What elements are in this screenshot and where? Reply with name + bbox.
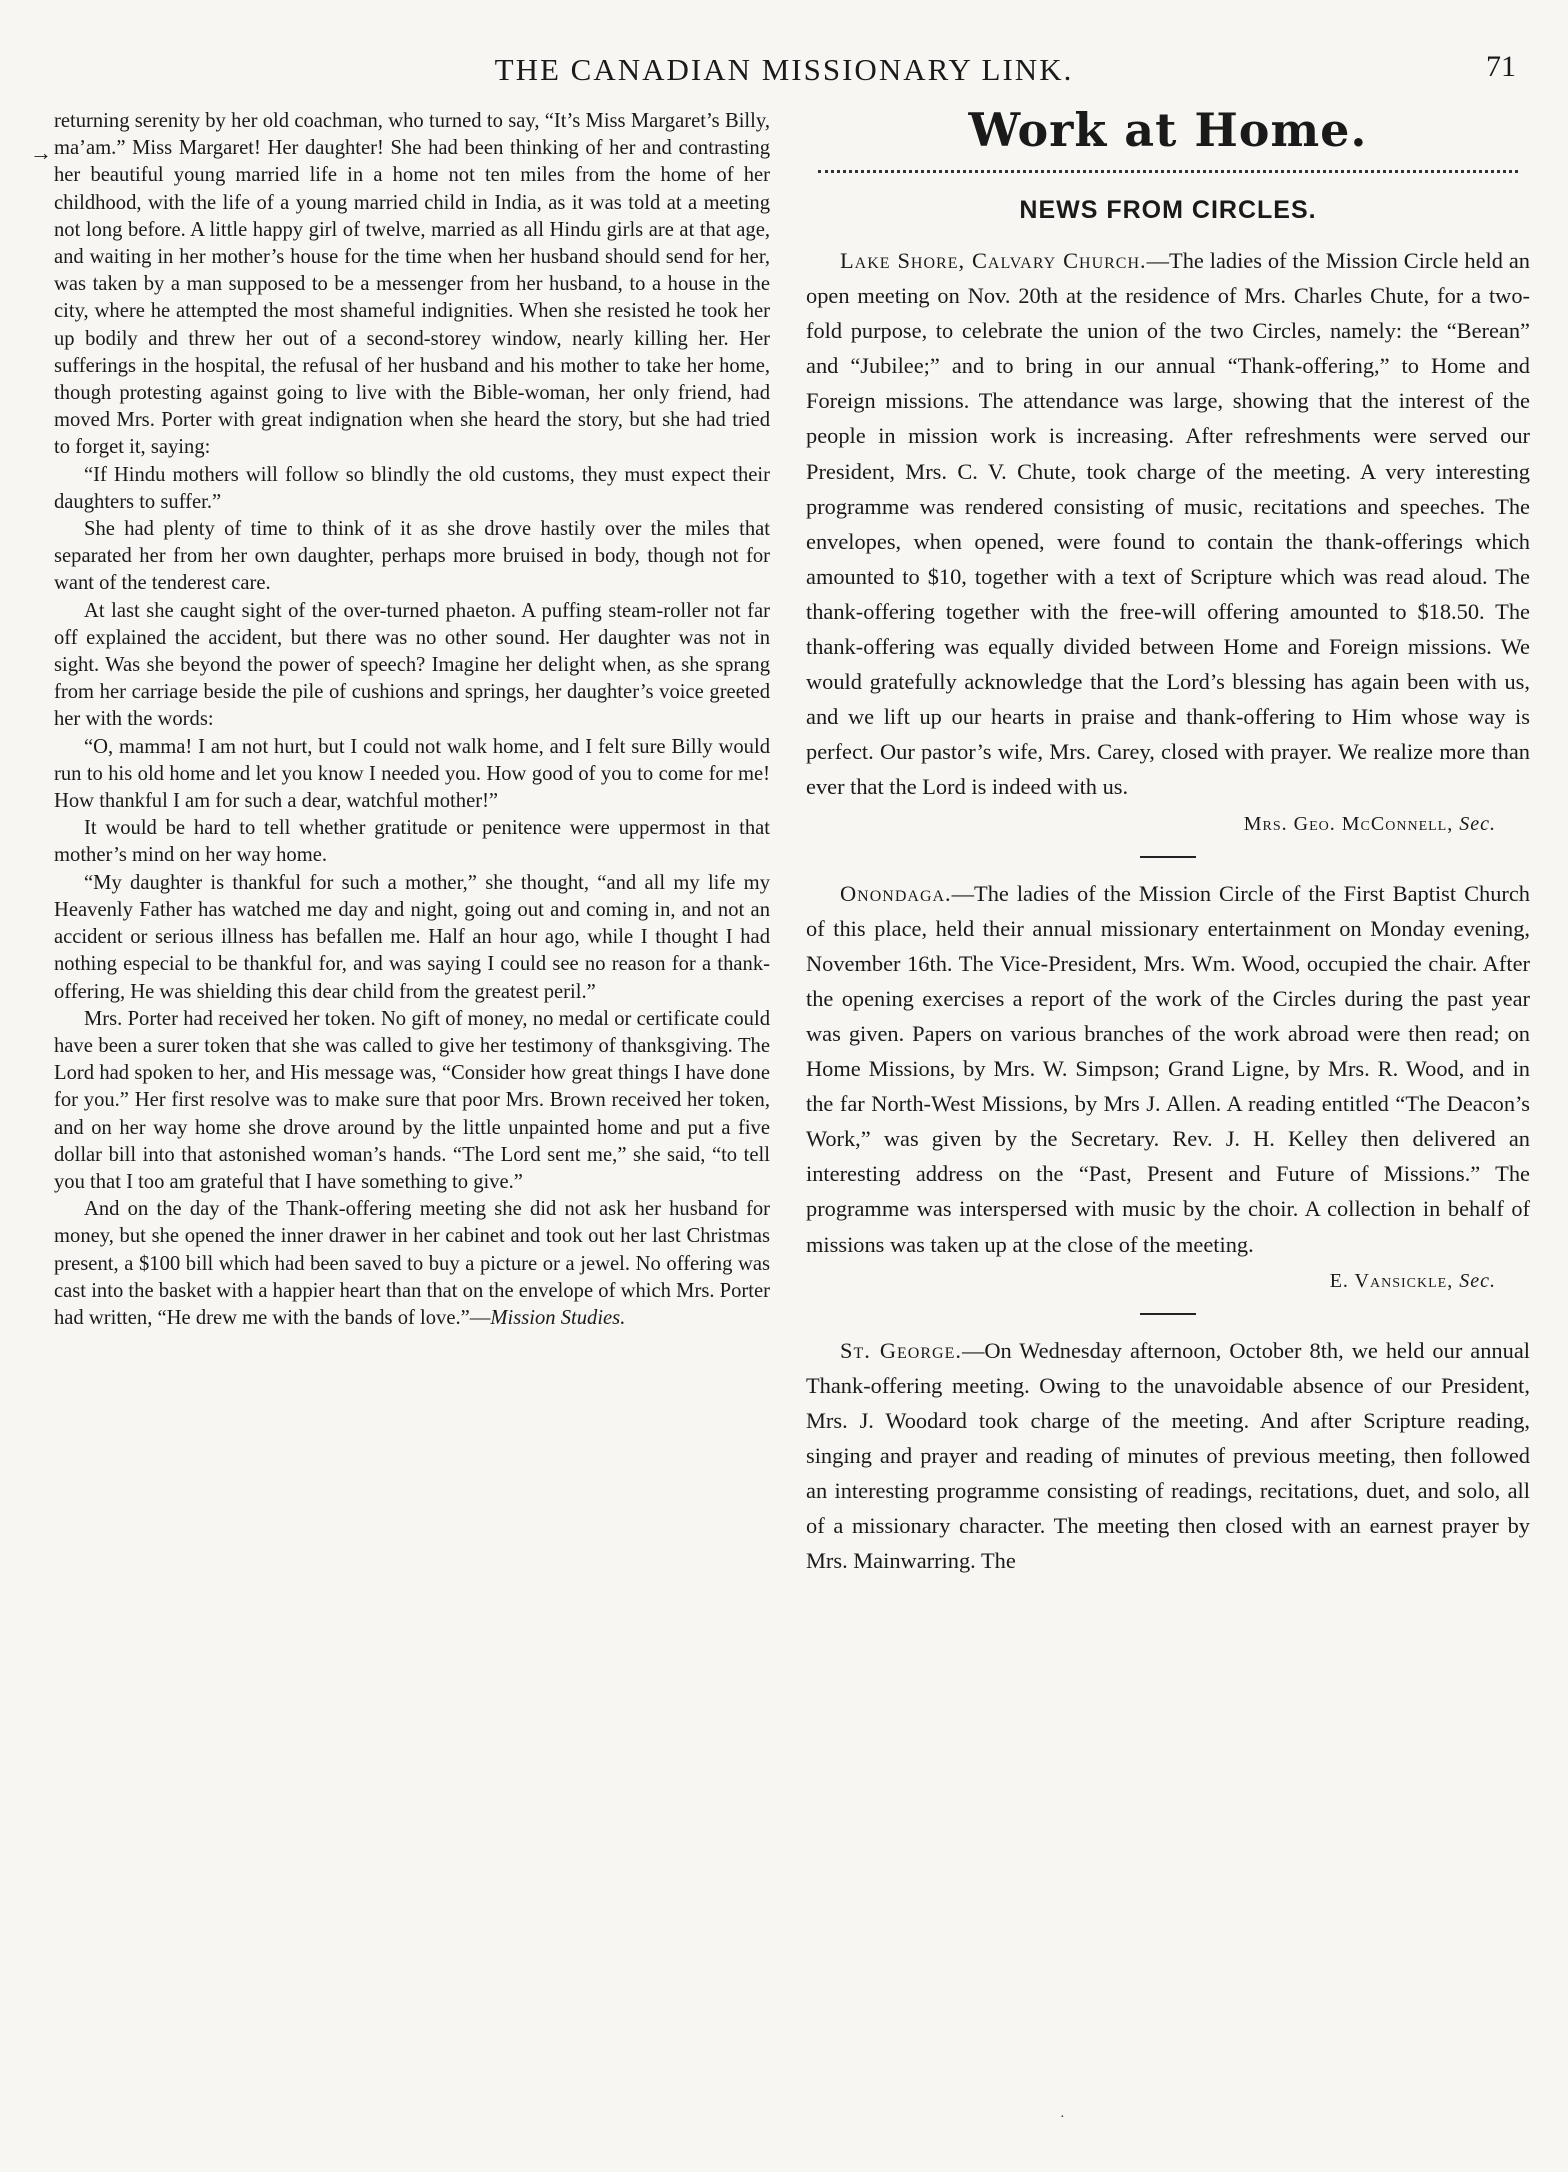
signature-role: Sec. [1459, 1269, 1496, 1292]
story-paragraph: Mrs. Porter had received her token. No gift of money, no medal or certificate could have been a surer token that she was called to give her testimony of thanksgiving. The Lord had spoken to her, and His message was, “Consider how great things I have done for you.” Her first resolve was to make sure that poor Mrs. Brown received her token, and on her way home she drove around by the little unpainted home and put a five dollar bill into that astonished woman’s hands. “The Lord sent me,” she said, “to tell you that I too am grateful that I have something to give.” [54, 1007, 770, 1193]
report-signature [806, 807, 1530, 842]
report-body: —On Wednesday afternoon, October 8th, we held our annual Thank-offering meeting. Owing to the unavoidable absence of our President, Mrs. J. Woodard took charge of the meeting. And after Scripture reading, singing and prayer and reading of minutes of previous meeting, then followed an interesting programme consisting of readings, recitations, duet, and solo, all of a missionary character. The meeting then closed with an earnest prayer by Mrs. Mainwarring. The [806, 1337, 1530, 1574]
circle-report [806, 243, 1530, 805]
report-body: —The ladies of the Mission Circle of the First Baptist Church of this place, held their annual missionary entertainment on Monday evening, November 16th. The Vice-President, Mrs. Wm. Wood, occupied the chair. After the opening exercises a report of the work of the Circles during the past year was given. Papers on various branches of the work abroad were then read; on Home Missions, by Mrs. W. Simpson; Grand Ligne, by Mrs. R. Wood, and in the far North-West Missions, by Mrs J. Allen. A reading entitled “The Deacon’s Work,” was given by the Secretary. Rev. J. H. Kelley then delivered an interesting address on the “Past, Present and Future of Missions.” The programme was interspersed with music by the choir. A collection in behalf of missions was taken up at the close of the meeting. [806, 880, 1530, 1257]
news-subheading: NEWS FROM CIRCLES. [1019, 196, 1317, 224]
circle-report [806, 1333, 1530, 1579]
report-signature [806, 1264, 1530, 1299]
short-divider [1140, 856, 1196, 858]
signature-name: E. Vansickle, [1329, 1269, 1454, 1292]
signature-role: Sec. [1459, 812, 1496, 835]
story-paragraph: “O, mamma! I am not hurt, but I could not walk home, and I felt sure Billy would run to his old home and let you know I needed you. How good of you to come for me! How thankful I am for such a dear, watchful mother!” [54, 735, 770, 813]
story-paragraph-text: And on the day of the Thank-offering meeting she did not ask her husband for money, but she opened the inner drawer in her cabinet and took out her last Christmas present, a $100 bill which had been saved to buy a picture or a jewel. No offering was cast into the basket with a happier heart than that on the envelope of which Mrs. Porter had written, “He drew me with the bands of love.”— [54, 1198, 770, 1329]
story-paragraph: returning serenity by her old coachman, who turned to say, “It’s Miss Margaret’s Billy, ma’am.” Miss Margaret! Her daughter! She had been thinking of her and contrasting her beautiful young married life in a home not ten miles from the home of her childhood, with the life of a young married child in India, as it was told at a meeting not long before. A little happy girl of twelve, married as all Hindu girls are at that age, and waiting in her mother’s house for the time when her husband should send for her, was taken by a man supposed to be a messenger from her husband, to a house in the city, where he attempted the most shameful indignities. When she resisted he took her up bodily and threw her out of a second-storey window, nearly killing her. Her sufferings in the hospital, the refusal of her husband and his mother to take her home, though protesting against going to live with the Bible-woman, her only friend, had moved Mrs. Porter with great indignation when she heard the story, but she had tried to forget it, saying: [54, 110, 770, 459]
story-paragraph [54, 1196, 770, 1332]
story-source: Mission Studies. [490, 1306, 626, 1329]
page-header-title: THE CANADIAN MISSIONARY LINK. [494, 52, 1074, 87]
left-column [54, 108, 770, 1332]
story-paragraph: “My daughter is thankful for such a mother,” she thought, “and all my life my Heavenly Father has watched me day and night, going out and coming in, and not an accident or serious illness has befallen me. Half an hour ago, while I thought I had nothing especial to be thankful for, and was saying I could see no reason for a thank-offering, He was shielding this dear child from the greatest peril.” [54, 871, 770, 1003]
report-body: —The ladies of the Mission Circle held an open meeting on Nov. 20th at the residence of Mrs. Charles Chute, for a two-fold purpose, to celebrate the union of the two Circles, namely: the “Berean” and “Jubilee;” and to bring in our annual “Thank-offering,” to Home and Foreign missions. The attendance was large, showing that the interest of the people in mission work is increasing. After refreshments were served our President, Mrs. C. V. Chute, took charge of the meeting. A very interesting programme was rendered consisting of music, recitations and speeches. The envelopes, when opened, were found to contain the thank-offerings which amounted to $10, together with a text of Scripture which was read aloud. The thank-offering together with the free-will offering amounted to $18.50. The thank-offering was equally divided between Home and Foreign missions. We would gratefully acknowledge that the Lord’s blessing has again been with us, and we lift up our hearts in praise and thank-offering to Him whose way is perfect. Our pastor’s wife, Mrs. Carey, closed with prayer. We realize more than ever that the Lord is indeed with us. [806, 248, 1530, 800]
circle-report [806, 876, 1530, 1262]
story-paragraph: It would be hard to tell whether gratitude or penitence were uppermost in that mother’s mind on her way home. [54, 817, 770, 867]
report-place: Lake Shore, Calvary Church. [840, 248, 1147, 273]
section-heading: Work at Home. [968, 103, 1368, 157]
right-column [806, 100, 1530, 1578]
report-place: St. George. [840, 1337, 962, 1363]
margin-arrow-mark: → [30, 140, 52, 165]
short-divider [1140, 1313, 1196, 1315]
story-paragraph: At last she caught sight of the over-turned phaeton. A puffing steam-roller not far off explained the accident, but there was no other sound. Her daughter was not in sight. Was she beyond the power of speech? Imagine her delight when, as she sprang from her carriage beside the pile of cushions and springs, her daughter’s voice greeted her with the words: [54, 599, 770, 731]
story-paragraph: “If Hindu mothers will follow so blindly the old customs, they must expect their daughters to suffer.” [54, 463, 770, 513]
signature-name: Mrs. Geo. McConnell, [1243, 812, 1454, 835]
story-paragraph: She had plenty of time to think of it as she drove hastily over the miles that separated her from her own daughter, perhaps more bruised in body, though not for want of the tenderest care. [54, 518, 770, 595]
stray-print-mark: · [1060, 2110, 1065, 2125]
page-number: 71 [1486, 50, 1516, 83]
report-place: Onondaga. [840, 880, 952, 906]
dotted-divider [818, 170, 1518, 173]
